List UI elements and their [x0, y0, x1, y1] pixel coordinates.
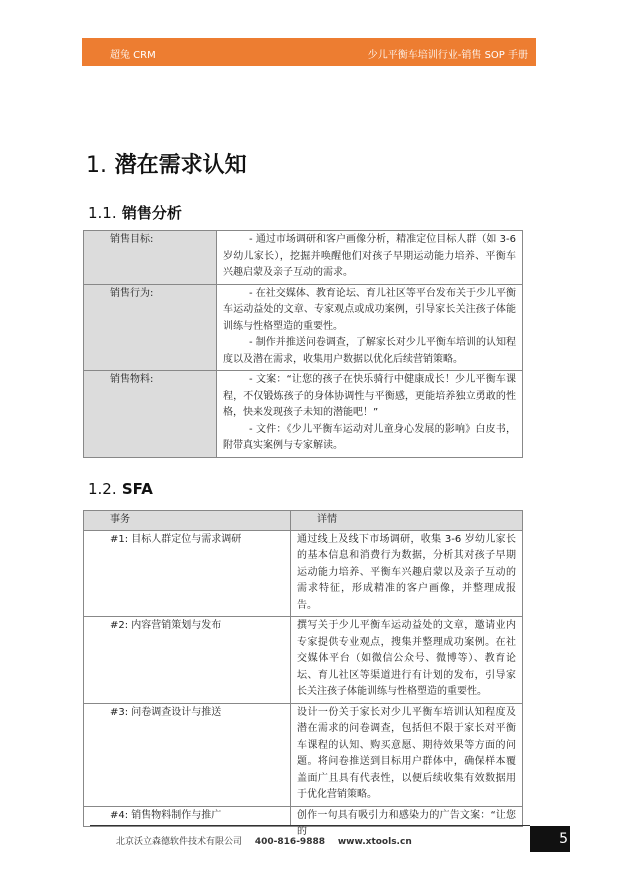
sfa-item-3: #3: 问卷调查设计与推送	[84, 703, 291, 806]
section-1-number: 1.	[86, 153, 107, 178]
footer-phone: 400-816-9888	[254, 837, 325, 847]
table-row	[84, 371, 523, 458]
sales-goal-content	[217, 231, 523, 285]
sales-goal-bullet: - 通过市场调研和客户画像分析，精准定位目标人群（如 3-6 岁幼儿家长），挖掘并唤醒他们对孩子早期运动能力培养、平衡车兴趣启蒙及亲子互动的需求。	[223, 234, 516, 278]
sales-action-content	[217, 284, 523, 371]
sales-action-label: 销售行为:	[84, 284, 217, 371]
table-row	[84, 703, 523, 806]
sfa-detail-4	[291, 806, 523, 837]
footer-company: 北京沃立森德软件技术有限公司	[116, 837, 243, 847]
sfa-item-4	[84, 806, 291, 826]
sales-analysis-table	[83, 230, 523, 458]
table-row	[84, 284, 523, 371]
sfa-detail-3: 设计一份关于家长对少儿平衡车培训认知程度及潜在需求的问卷调查，包括但不限于家长对平衡车课程的认知、购买意愿、期待效果等方面的问题。将问卷推送到目标用户群体中，确保样本覆盖面广且具有代表性，以便后续收集有效数据用于优化营销策略。	[291, 703, 523, 806]
sales-material-bullet-1: - 文案：“让您的孩子在快乐骑行中健康成长！少儿平衡车课程，不仅锻炼孩子的身体协调性与平衡感，更能培养独立勇敢的性格，快来发现孩子未知的潜能吧！”	[223, 374, 516, 418]
table-header-row	[84, 511, 523, 531]
column-header-item: 事务	[84, 511, 291, 531]
header-doc-title: 少儿平衡车培训行业-销售 SOP 手册	[367, 50, 528, 61]
section-1-1-heading	[88, 202, 182, 223]
sfa-detail-4-text: 创作一句具有吸引力和感染力的广告文案：“让您的	[297, 809, 516, 837]
sales-goal-label: 销售目标:	[84, 231, 217, 285]
page-header	[82, 38, 536, 66]
table-row	[84, 530, 523, 617]
page-number: 5	[530, 826, 570, 852]
page-footer	[116, 834, 412, 847]
section-1-2-number: 1.2.	[88, 480, 117, 498]
sfa-detail-1: 通过线上及线下市场调研，收集 3-6 岁幼儿家长的基本信息和消费行为数据，分析其对孩子早期运动能力培养、平衡车兴趣启蒙以及亲子互动的需求特征，形成精准的客户画像，并整理成报告。	[291, 530, 523, 617]
sfa-item-4-text: #4: 销售物料制作与推广	[110, 809, 222, 821]
header-brand: 超兔 CRM	[110, 50, 156, 61]
footer-url: www.xtools.cn	[337, 837, 412, 847]
sfa-item-1: #1: 目标人群定位与需求调研	[84, 530, 291, 617]
section-1-1-number: 1.1.	[88, 204, 117, 222]
sales-material-bullet-2: - 文件：《少儿平衡车运动对儿童身心发展的影响》白皮书，附带真实案例与专家解读。	[223, 423, 516, 451]
sfa-detail-2: 撰写关于少儿平衡车运动益处的文章，邀请业内专家提供专业观点，搜集并整理成功案例。在社交媒体平台（如微信公众号、微博等）、教育论坛、育儿社区等渠道进行有计划的发布，引导家长关注孩子体能训练与性格塑造的重要性。	[291, 617, 523, 704]
table-row	[84, 806, 523, 826]
sales-material-content	[217, 371, 523, 458]
table-row	[84, 617, 523, 704]
column-header-detail: 详情	[291, 511, 523, 531]
section-1-2-title: SFA	[121, 480, 153, 498]
section-1-heading	[86, 148, 247, 179]
footer-divider	[90, 825, 530, 826]
sfa-table	[83, 510, 523, 837]
sfa-item-2: #2: 内容营销策划与发布	[84, 617, 291, 704]
sales-action-bullet-2: - 制作并推送问卷调查，了解家长对少儿平衡车培训的认知程度以及潜在需求，收集用户数据以优化后续营销策略。	[223, 337, 516, 365]
section-1-2-heading	[88, 480, 153, 498]
sales-action-bullet-1: - 在社交媒体、教育论坛、育儿社区等平台发布关于少儿平衡车运动益处的文章、专家观点或成功案例，引导家长关注孩子体能训练与性格塑造的重要性。	[223, 287, 516, 332]
section-1-1-title: 销售分析	[121, 204, 182, 222]
table-row	[84, 231, 523, 285]
section-1-title: 潜在需求认知	[114, 153, 247, 178]
sales-material-label: 销售物料:	[84, 371, 217, 458]
